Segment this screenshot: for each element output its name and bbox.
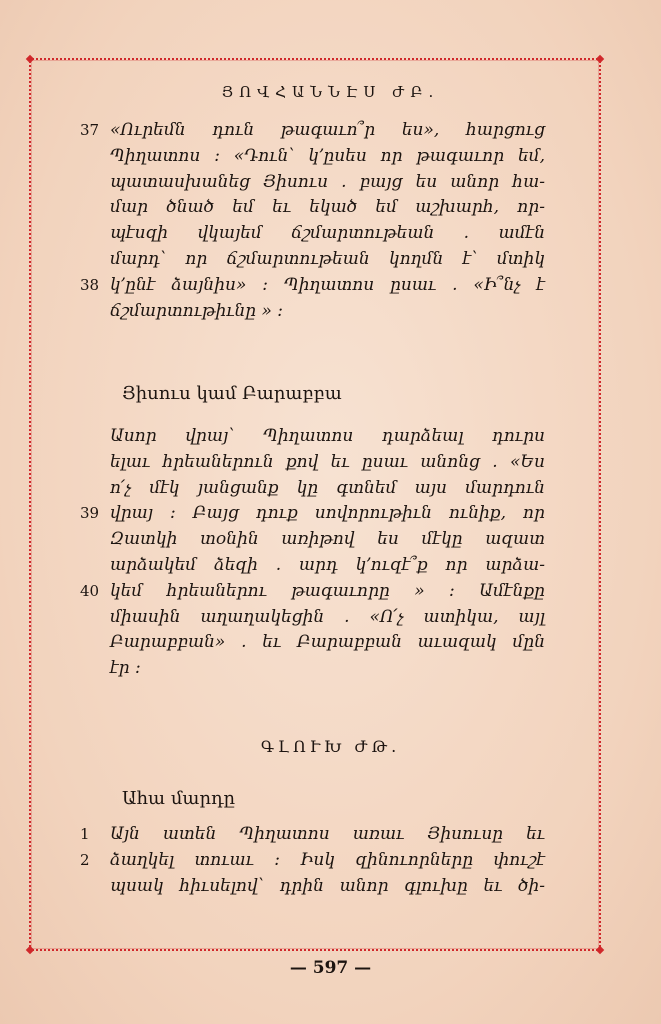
text-line: 40 կեմ հրեաներու թագաւորը » ։ Ամէնքը	[80, 579, 545, 605]
verse-number: 38	[80, 275, 100, 294]
text-line: ելաւ հրեաներուն քով եւ ըսաւ անոնց . «Ես	[110, 451, 545, 472]
text-line: 38 կ՚ընէ ձայնիս» ։ Պիղատոս ըսաւ . «Ի՞նչ է	[80, 273, 545, 299]
running-header: ՅՈՎՀԱՆՆԷՍ ԺԲ.	[221, 83, 440, 101]
text-line: էր ։	[110, 658, 141, 679]
chapter-heading: ԳԼՈՒԽ ԺԹ.	[260, 737, 401, 756]
text-line: Ասոր վրայ՝ Պիղատոս դարձեալ դուրս	[110, 426, 545, 446]
text-line: ո՛չ մէկ յանցանք կը գտնեմ այս մարդուն	[110, 477, 545, 498]
verse-number: 39	[80, 504, 100, 523]
border-corner-ornament	[26, 946, 34, 954]
border-corner-ornament	[596, 55, 604, 63]
text-line: միասին աղաղակեցին . «Ո՛չ ատիկա, այլ	[110, 606, 545, 627]
text-line: արձակեմ ձեզի . արդ կ՚ուզէ՞ք որ արձա-	[110, 554, 545, 575]
section-subheading: Ահա մարդը	[122, 788, 236, 809]
verse-number: 1	[80, 825, 90, 843]
text-line: պսակ հիւսելով՝ դրին անոր գլուխը եւ ծի-	[110, 875, 545, 896]
text-line: Զատկի տօնին առիթով ես մէկը ազատ	[110, 529, 545, 550]
text-line: մարդ՝ որ ճշմարտութեան կողմն է՝ մտիկ	[110, 248, 545, 269]
passage-verses-37-38	[80, 118, 545, 324]
verse-number: 2	[80, 850, 90, 869]
text-line: Բարաբբան» . եւ Բարաբբան աւազակ մըն	[110, 632, 545, 653]
border-corner-ornament	[596, 946, 604, 954]
text-line: 37 «Ուրեմն դուն թագաւո՞ր ես», հարցուց	[80, 118, 545, 144]
text-line: ճշմարտութիւնը » ։	[110, 300, 284, 321]
text-line: պէսզի վկայեմ ճշմարտութեան . ամէն	[110, 223, 545, 244]
verse-number: 40	[80, 581, 100, 600]
text-line: Պիղատոս ։ «Դուն՝ կ՚ըսես որ թագաւոր եմ,	[110, 145, 545, 166]
text-line: 1 Այն ատեն Պիղատոս առաւ Յիսուսը եւ	[80, 822, 545, 848]
border-corner-ornament	[26, 55, 34, 63]
passage-verses-1-2	[80, 822, 545, 899]
page-number: — 597 —	[289, 958, 372, 978]
text-line: պատասխանեց Յիսուս . բայց ես անոր հա-	[110, 171, 545, 192]
text-line: 2 ձաղկել տուաւ ։ Իսկ զինուորները փուշէ	[80, 848, 545, 874]
passage-verses-38-40	[80, 424, 545, 682]
section-subheading: Յիսուս կամ Բարաբբա	[122, 383, 342, 404]
verse-number: 37	[80, 121, 100, 139]
text-line: մար ծնած եմ եւ եկած եմ աշխարհ, որ-	[110, 197, 545, 218]
text-line: 39 վրայ ։ Բայց դուք սովորութիւն ունիք, որ	[80, 501, 545, 527]
